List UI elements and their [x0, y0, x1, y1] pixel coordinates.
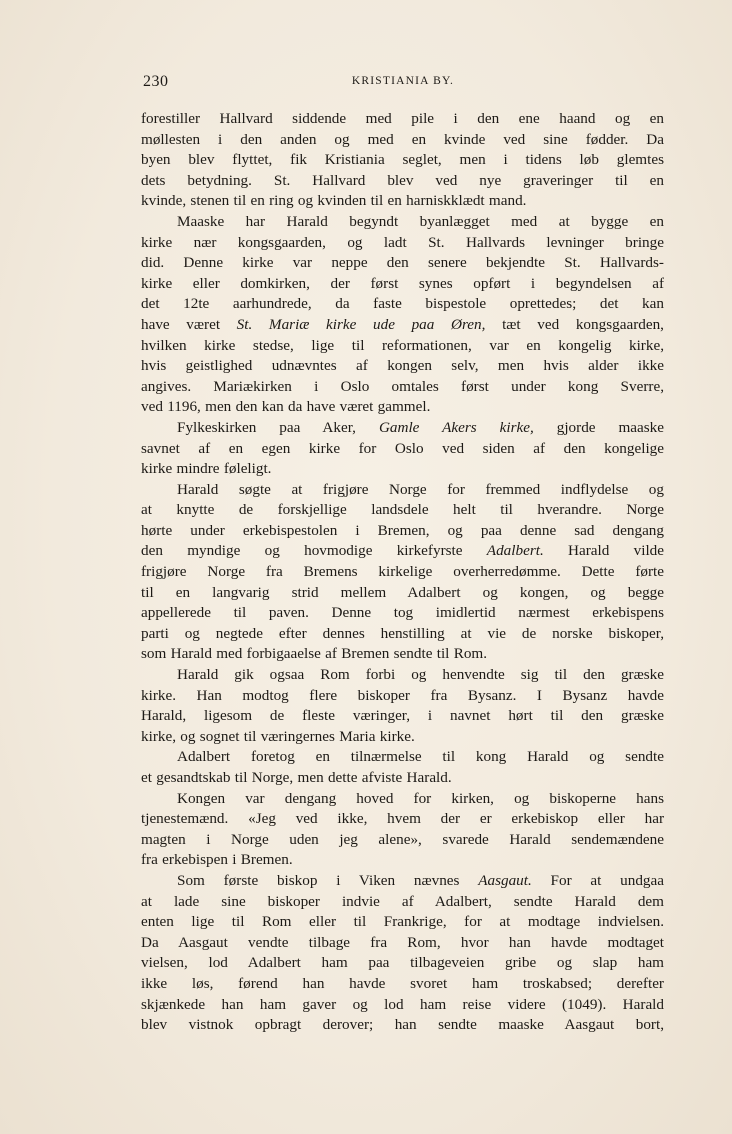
text-line: angives. Mariækirken i Oslo omtales først under kong Sverre,	[141, 377, 664, 395]
page-number: 230	[143, 73, 169, 90]
italic-text: Adalbert.	[486, 542, 544, 560]
text-line: ikke løs, førend han havde svoret ham troskabsed; derefter	[141, 974, 664, 992]
text-line: magten i Norge uden jeg alene», svarede Harald sendemændene	[141, 830, 664, 848]
text-line: kirke. Han modtog flere biskoper fra Bysanz. I Bysanz havde	[141, 686, 664, 704]
text-line: appellerede til paven. Denne tog imidlertid nærmest erkebispens	[141, 604, 664, 622]
text-line	[141, 418, 664, 439]
text-span: For at undgaa	[531, 871, 664, 889]
text-line: tjenestemænd. «Jeg ved ikke, hvem der er erkebiskop eller har	[141, 810, 664, 828]
text-line: hørte under erkebispestolen i Bremen, og paa denne sad dengang	[141, 521, 664, 539]
text-span: tæt ved kongsgaarden,	[485, 315, 664, 333]
text-line: kirke mindre føleligt.	[141, 460, 272, 478]
text-line: kirke nær kongsgaarden, og ladt St. Hallvards levninger bringe	[141, 233, 664, 251]
text-line: fra erkebispen i Bremen.	[141, 851, 293, 869]
text-span: have været	[141, 315, 237, 333]
italic-text: Gamle Akers kirke,	[378, 418, 534, 436]
text-line: et gesandtskab til Norge, men dette afviste Harald.	[141, 769, 452, 786]
text-line	[141, 541, 664, 562]
text-span: gjorde maaske	[533, 418, 664, 436]
text-span: Som første biskop i Viken nævnes	[177, 871, 479, 889]
text-line: at lade sine biskoper indvie af Adalbert, sendte Harald dem	[141, 892, 664, 910]
text-line: hvilken kirke stedse, lige til reformationen, var en kongelig kirke,	[141, 336, 664, 354]
text-line: hvis geistlighed udnævntes af kongen selv, men hvis alder ikke	[141, 357, 664, 375]
text-line	[141, 315, 664, 336]
text-line: Maaske har Harald begyndt byanlægget med at bygge en	[177, 212, 664, 230]
text-line: Kongen var dengang hoved for kirken, og biskoperne hans	[177, 789, 664, 807]
text-line: byen blev flyttet, fik Kristiania seglet, men i tidens løb glemtes	[141, 151, 664, 169]
text-line: møllesten i den anden og med en kvinde ved sine fødder. Da	[141, 130, 664, 148]
text-span: Harald vilde	[543, 542, 664, 560]
text-line: did. Denne kirke var neppe den senere bekjendte St. Hallvards-	[141, 254, 664, 272]
text-line: det 12te aarhundrede, da faste bispestole oprettedes; det kan	[141, 295, 664, 313]
italic-text: Aasgaut.	[478, 871, 532, 889]
italic-text: St. Mariæ kirke ude paa Øren,	[236, 315, 486, 333]
text-line: kirke, og sognet til væringernes Maria kirke.	[141, 727, 415, 745]
running-head: KRISTIANIA BY.	[351, 75, 455, 87]
text-line: kirke eller domkirken, der først synes opført i begyndelsen af	[141, 274, 664, 292]
text-line: kvinde, stenen til en ring og kvinden til en harniskklædt mand.	[141, 192, 527, 210]
text-line: Adalbert foretog en tilnærmelse til kong Harald og sendte	[177, 748, 664, 766]
text-line: Harald søgte at frigjøre Norge for fremmed indflydelse og	[177, 480, 664, 498]
text-span: Fylkeskirken paa Aker,	[177, 418, 379, 436]
text-line: som Harald med forbigaaelse af Bremen sendte til Rom.	[141, 645, 488, 663]
text-line: skjænkede han ham gaver og lod ham reise videre (1049). Harald	[141, 995, 664, 1013]
page-header	[143, 73, 663, 97]
text-line: Harald, ligesom de fleste væringer, i navnet hørt til den græske	[141, 707, 664, 725]
text-line: dets betydning. St. Hallvard blev ved nye graveringer til en	[141, 171, 664, 189]
text-line: parti og negtede efter dennes henstilling at vie de norske biskoper,	[141, 624, 664, 642]
body-text	[141, 109, 664, 1036]
text-line: vielsen, lod Adalbert ham paa tilbageveien gribe og slap ham	[141, 954, 664, 972]
text-span: den myndige og hovmodige kirkefyrste	[141, 542, 487, 560]
text-line: Da Aasgaut vendte tilbage fra Rom, hvor han havde modtaget	[141, 933, 664, 951]
text-line: forestiller Hallvard siddende med pile i den ene haand og en	[141, 110, 664, 127]
text-line: savnet af en egen kirke for Oslo ved siden af den kongelige	[141, 439, 664, 457]
text-line: ved 1196, men den kan da have været gammel.	[141, 398, 431, 416]
text-line	[141, 871, 664, 892]
text-line: frigjøre Norge fra Bremens kirkelige overherredømme. Dette førte	[141, 563, 664, 581]
text-line: Harald gik ogsaa Rom forbi og henvendte sig til den græske	[177, 666, 664, 684]
text-line: til en langvarig strid mellem Adalbert og kongen, og begge	[141, 583, 664, 601]
text-line: blev vistnok opbragt derover; han sendte maaske Aasgaut bort,	[141, 1016, 664, 1034]
text-line: at knytte de forskjellige landsdele helt til hverandre. Norge	[141, 501, 664, 519]
text-line: enten lige til Rom eller til Frankrige, for at modtage indvielsen.	[141, 913, 664, 931]
